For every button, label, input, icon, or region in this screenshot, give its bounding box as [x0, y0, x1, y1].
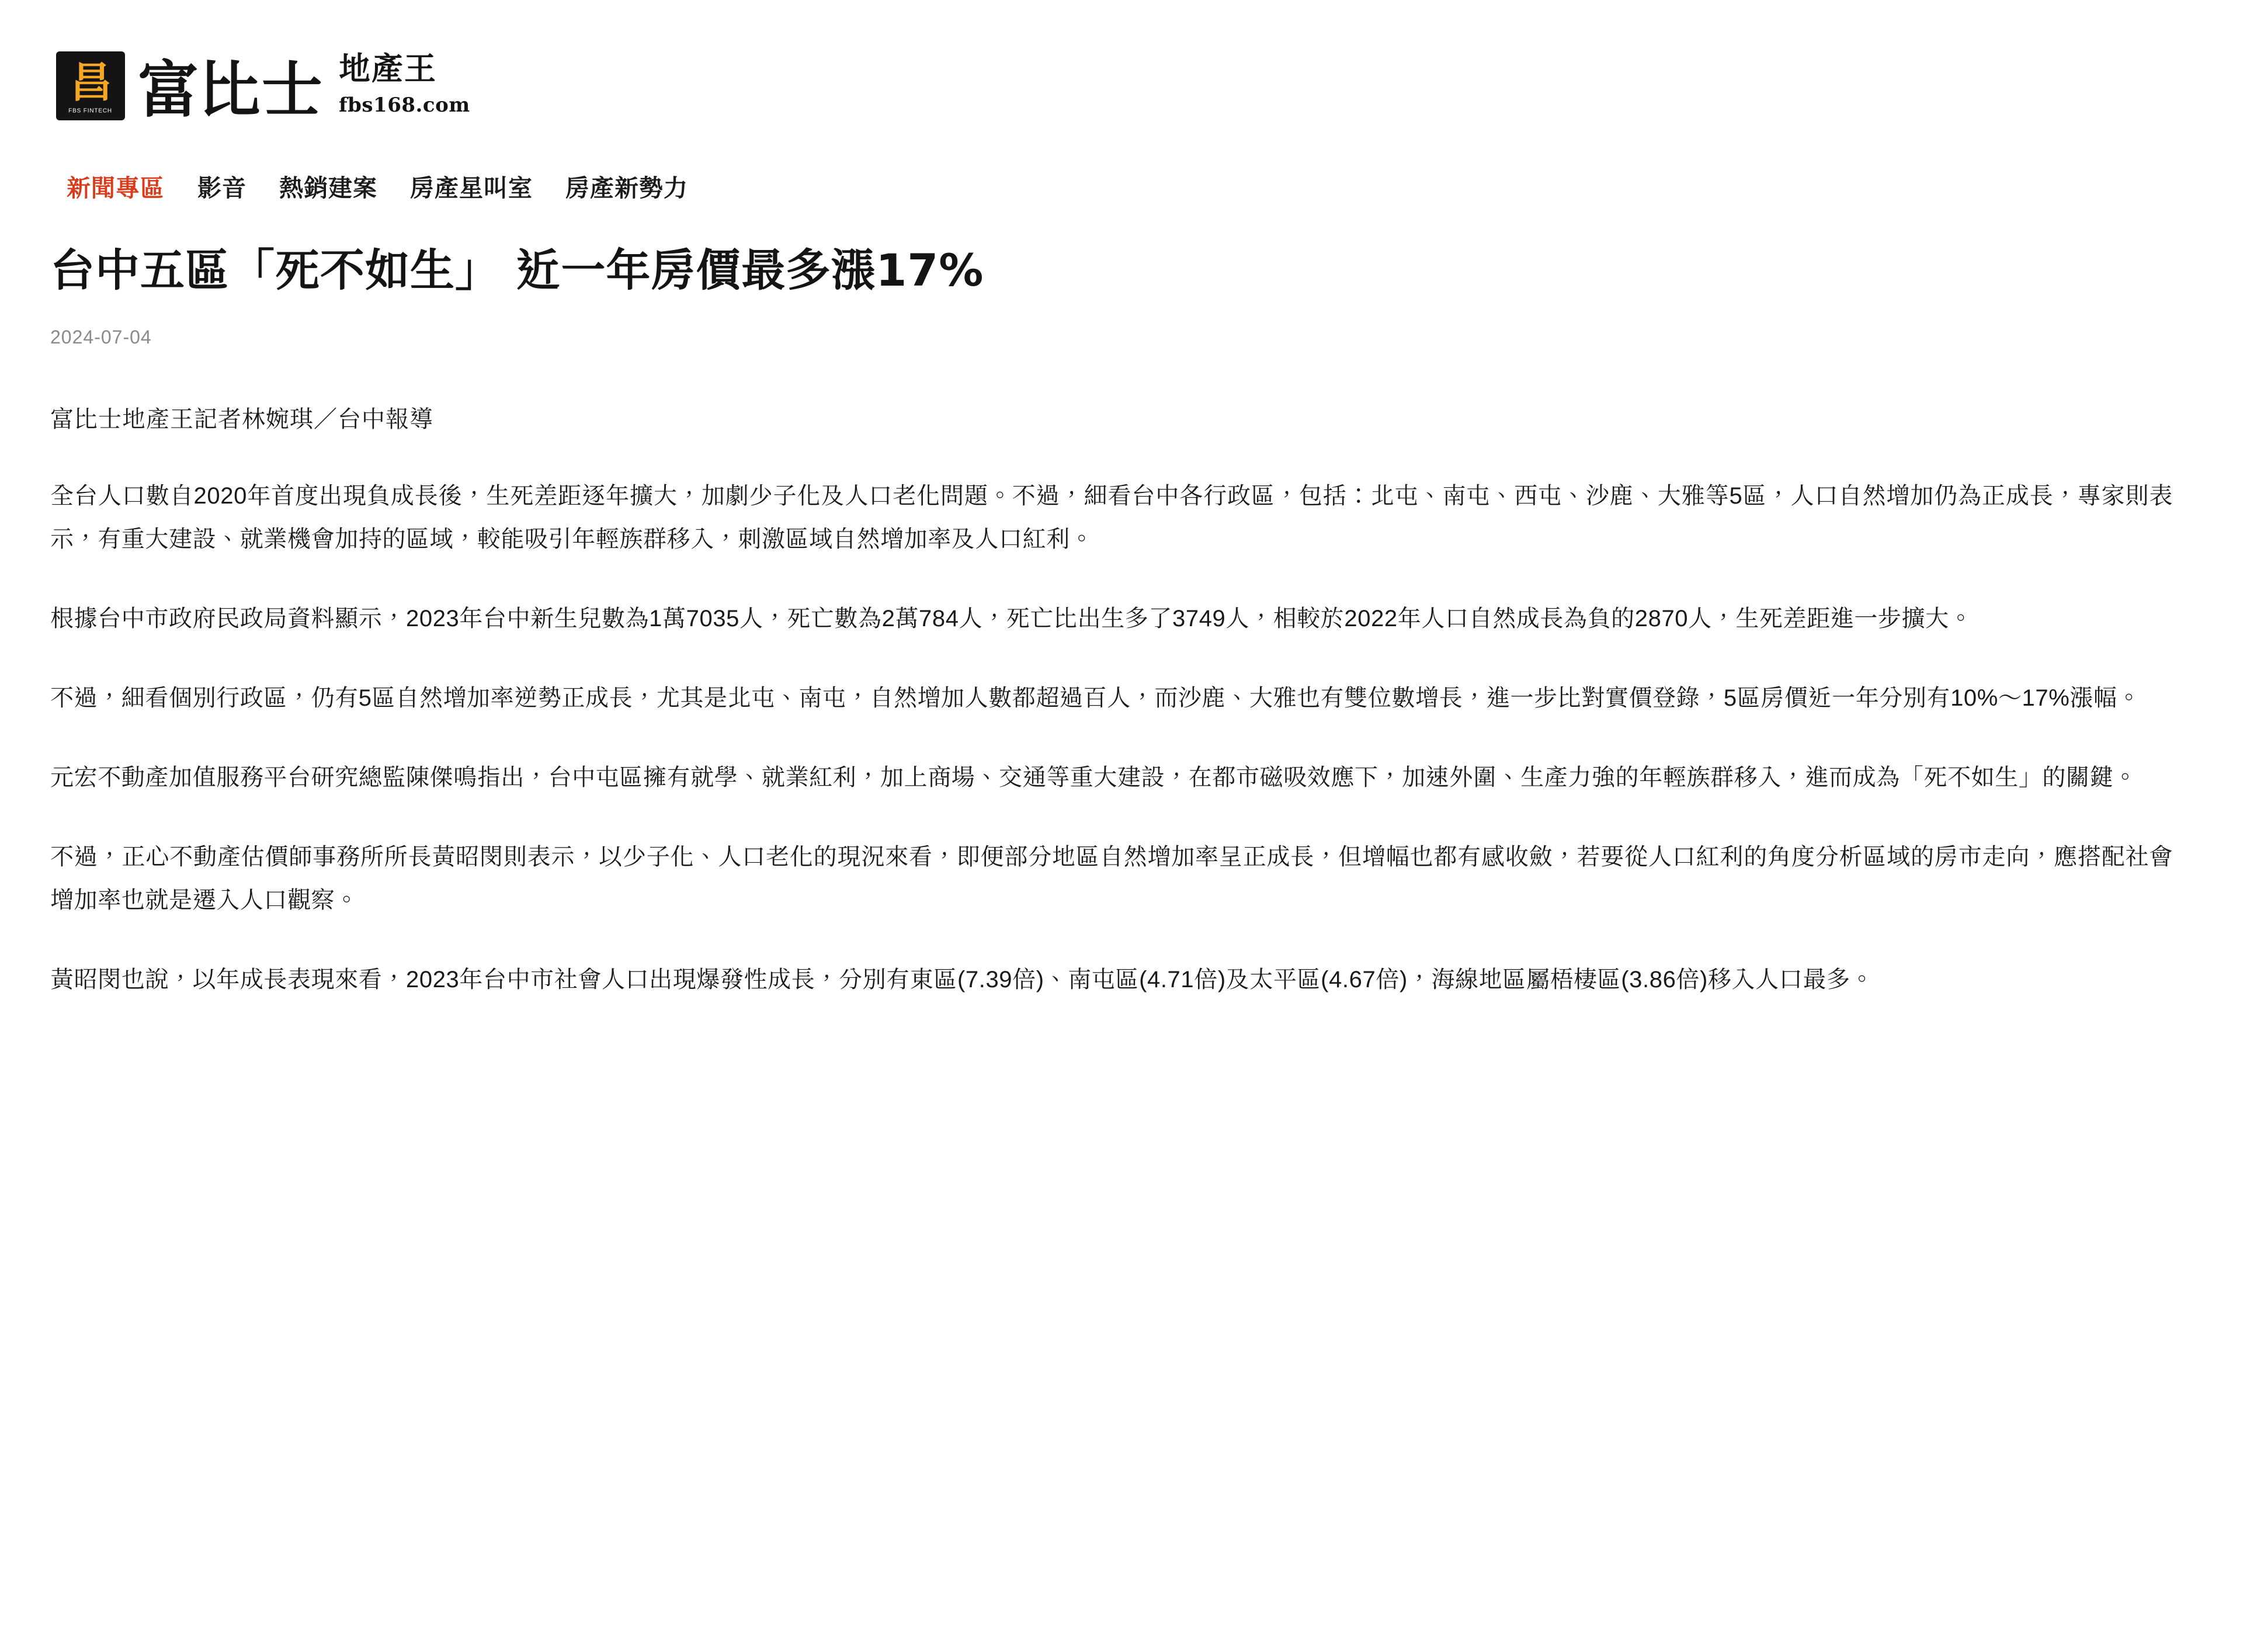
- article-date: 2024-07-04: [50, 327, 152, 348]
- article-paragraph: 全台人口數自2020年首度出現負成長後，生死差距逐年擴大，加劇少子化及人口老化問題。不過，細看台中各行政區，包括：北屯、南屯、西屯、沙鹿、大雅等5區，人口自然增加仍為正成長，專家則表示，有重大建設、就業機會加持的區域，較能吸引年輕族群移入，刺激區域自然增加率及人口紅利。: [50, 483, 2173, 553]
- nav-item-hot-projects[interactable]: 熱銷建案: [279, 175, 377, 202]
- article-byline: 富比士地產王記者林婉琪／台中報導: [50, 407, 433, 433]
- logo-mark-glyph: 昌: [70, 57, 111, 107]
- article-paragraph: 不過，細看個別行政區，仍有5區自然增加率逆勢正成長，尤其是北屯、南屯，自然增加人數都超過百人，而沙鹿、大雅也有雙位數增長，進一步比對實價登錄，5區房價近一年分別有10%～17%漲幅。: [50, 685, 2141, 712]
- page-title: 台中五區「死不如生」 近一年房價最多漲17%: [50, 244, 984, 296]
- article-paragraph: 黃昭閔也說，以年成長表現來看，2023年台中市社會人口出現爆發性成長，分別有東區(7.39倍)、南屯區(4.71倍)及太平區(4.67倍)，海線地區屬梧棲區(3.86倍)移入人口最多。: [50, 967, 1874, 993]
- article: [0, 244, 2264, 1001]
- nav-item-video[interactable]: 影音: [197, 175, 246, 202]
- article-body: [50, 401, 2208, 1001]
- logo-secondary: [339, 51, 470, 120]
- article-paragraph: 元宏不動產加值服務平台研究總監陳傑鳴指出，台中屯區擁有就學、就業紅利，加上商場、交通等重大建設，在都市磁吸效應下，加速外圍、生產力強的年輕族群移入，進而成為「死不如生」的關鍵。: [50, 765, 2137, 791]
- nav-item-star-room[interactable]: 房產星叫室: [410, 175, 533, 202]
- article-paragraph: 不過，正心不動產估價師事務所所長黃昭閔則表示，以少子化、人口老化的現況來看，即便部分地區自然增加率呈正成長，但增幅也都有感收斂，若要從人口紅利的角度分析區域的房市走向，應搭配社會增加率也就是遷入人口觀察。: [50, 844, 2173, 914]
- site-header: [0, 0, 2264, 126]
- main-nav: [50, 176, 2264, 200]
- logo-mark-subtext: FBS FINTECH: [68, 107, 113, 114]
- logo-tagline: 地產王: [339, 50, 437, 88]
- nav-item-new-power[interactable]: 房產新勢力: [565, 175, 688, 202]
- logo-url: fbs168.com: [339, 93, 470, 117]
- logo-text: [138, 50, 470, 126]
- nav-item-news[interactable]: 新聞專區: [67, 175, 165, 202]
- logo-brand-name: 富比士: [138, 53, 324, 126]
- logo-mark-icon: [56, 51, 125, 120]
- article-paragraph: 根據台中市政府民政局資料顯示，2023年台中新生兒數為1萬7035人，死亡數為2萬784人，死亡比出生多了3749人，相較於2022年人口自然成長為負的2870人，生死差距進一步擴大。: [50, 606, 1973, 632]
- site-logo[interactable]: [56, 50, 470, 126]
